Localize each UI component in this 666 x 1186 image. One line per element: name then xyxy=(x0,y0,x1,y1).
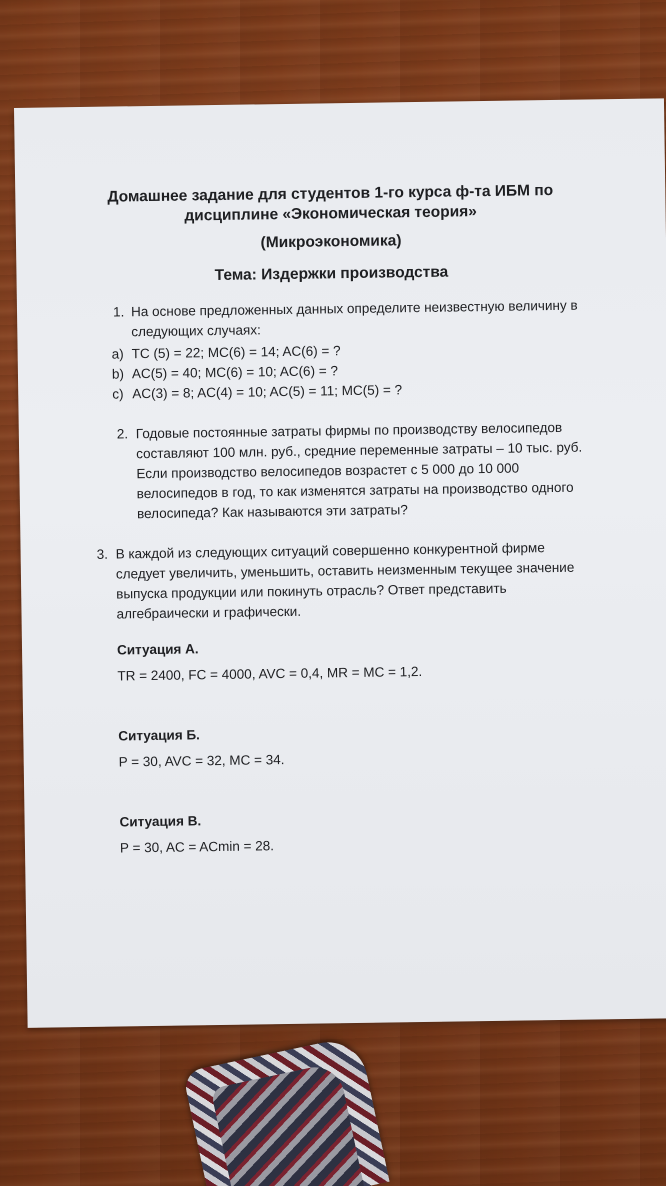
task3-line-1: В каждой из следующих ситуаций совершенно конкурентной фирме xyxy=(115,540,545,562)
situation-a-title: Ситуация А. xyxy=(116,641,199,658)
homework-sheet xyxy=(14,98,666,1028)
task3-number: 3. xyxy=(96,546,109,562)
task3-line-4: алгебраически и графически. xyxy=(116,603,302,622)
task1-item-c-label: c) xyxy=(112,386,124,402)
situation-b-data: P = 30, AVC = 32, MC = 34. xyxy=(118,752,285,770)
heading-line-1: Домашнее задание для студентов 1-го курса ф-та ИБМ по xyxy=(107,182,554,206)
task2-line-2: составляют 100 млн. руб., средние переменные затраты – 10 тыс. руб. xyxy=(136,439,583,462)
task2-line-3: Если производство велосипедов возрастет с 5 000 до 10 000 xyxy=(136,460,520,482)
task2-line-5: велосипеда? Как называются эти затраты? xyxy=(136,502,408,522)
task1-text-line-2: следующих случаях: xyxy=(131,322,261,340)
task1-item-b-label: b) xyxy=(111,366,125,382)
task1-item-a-text: TC (5) = 22; MC(6) = 14; AC(6) = ? xyxy=(131,343,341,362)
task1-item-b-text: AC(5) = 40; MC(6) = 10; AC(6) = ? xyxy=(131,363,339,382)
task1-number: 1. xyxy=(112,304,125,320)
task1-item-c-text: AC(3) = 8; AC(4) = 10; AC(5) = 11; MC(5) = ? xyxy=(132,382,403,402)
sheet-content xyxy=(14,98,664,856)
task1-item-a-label: a) xyxy=(111,346,124,362)
situation-c-title: Ситуация В. xyxy=(119,813,202,830)
heading-subtitle: (Микроэкономика) xyxy=(260,232,402,252)
task3-line-2: следует увеличить, уменьшить, оставить неизменным текущее значение xyxy=(115,559,575,582)
task2-line-4: велосипедов в год, то как изменятся затраты на производство одного xyxy=(136,479,574,502)
fabric-inner-fold xyxy=(210,1062,364,1186)
task1-text-line-1: На основе предложенных данных определите неизвестную величину в xyxy=(130,297,578,320)
fabric-corner xyxy=(182,1035,389,1186)
task2-line-1: Годовые постоянные затраты фирмы по производству велосипедов xyxy=(135,419,563,442)
heading-line-2: дисциплине «Экономическая теория» xyxy=(184,203,477,225)
task2-number: 2. xyxy=(116,426,129,442)
heading-topic: Тема: Издержки производства xyxy=(214,263,449,285)
task3-line-3: выпуска продукции или покинуть отрасль? Ответ представить xyxy=(116,580,507,602)
situation-a-data: TR = 2400, FC = 4000, AVC = 0,4, MR = MC = 1,2. xyxy=(117,664,423,684)
situation-c-data: P = 30, AC = ACmin = 28. xyxy=(119,838,275,856)
situation-b-title: Ситуация Б. xyxy=(118,727,200,744)
